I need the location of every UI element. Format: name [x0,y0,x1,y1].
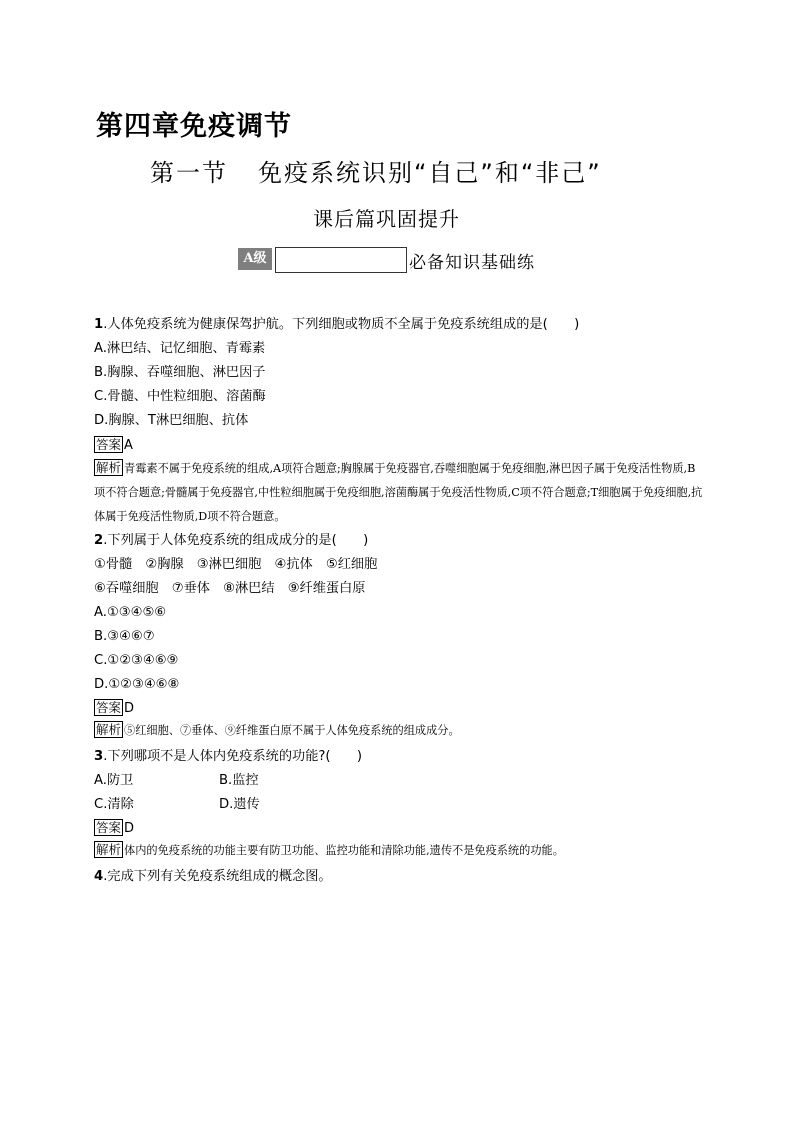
answer-tag: 答案 [96,437,122,452]
section-title [150,153,602,188]
analysis-tag: 解析 [96,722,122,737]
level-header [238,247,535,273]
analysis-tag: 解析 [96,842,122,857]
question-3-options-row-1: A.防卫 B.监控 [94,773,259,788]
question-3-answer: 答案 D [96,820,135,836]
question-1-analysis: 解析 青霉素不属于免疫系统的组成,A项符合题意;胸腺属于免疫器官,吞噬细胞属于免疫细胞,淋巴因子属于免疫活性物质,B项不符合题意;骨髓属于免疫器官,中性粒细胞属于免疫细胞,溶菌酶属于免疫活性物质,C项不符合题意;T细胞属于免疫细胞,抗体属于免疫活性物质,D项不符合题意。 [94,460,703,523]
question-3-stem: 3.下列哪项不是人体内免疫系统的功能?( ) [94,749,363,764]
question-2-items-line-1: ①骨髓 ②胸腺 ③淋巴细胞 ④抗体 ⑤红细胞 [94,557,378,572]
question-1-option-c: C.骨髓、中性粒细胞、溶菌酶 [94,389,266,404]
question-2-option-d: D.①②③④⑥⑧ [94,677,180,692]
section-number: 第一节 [150,159,228,187]
answer-tag: 答案 [96,700,122,715]
question-2-answer: 答案 D [96,700,135,716]
question-3-options-row-2: C.清除 D.遗传 [94,797,260,812]
question-1-option-d: D.胸腺、T淋巴细胞、抗体 [94,413,249,428]
question-1-option-b: B.胸腺、吞噬细胞、淋巴因子 [94,365,266,380]
question-2-items-line-2: ⑥吞噬细胞 ⑦垂体 ⑧淋巴结 ⑨纤维蛋白原 [94,581,366,596]
question-1-answer: 答案 A [96,437,133,453]
question-3-analysis: 解析 体内的免疫系统的功能主要有防卫功能、监控功能和清除功能,遗传不是免疫系统的功能。 [96,842,564,857]
level-blank-box [275,247,407,273]
question-2-analysis: 解析 ⑤红细胞、⑦垂体、⑨纤维蛋白原不属于人体免疫系统的组成成分。 [96,722,460,737]
analysis-tag: 解析 [96,460,122,475]
answer-tag: 答案 [96,820,122,835]
section-name: 免疫系统识别“自己”和“非己” [258,159,602,187]
question-1-option-a: A.淋巴结、记忆细胞、青霉素 [94,341,266,356]
question-2-option-b: B.③④⑥⑦ [94,629,155,644]
question-1-stem: 1.人体免疫系统为健康保驾护航。下列细胞或物质不全属于免疫系统组成的是( ) [94,317,580,332]
question-2-option-a: A.①③④⑤⑥ [94,605,167,620]
page-subtitle: 课后篇巩固提升 [313,207,460,231]
question-2-stem: 2.下列属于人体免疫系统的组成成分的是( ) [94,533,369,548]
question-4-stem: 4.完成下列有关免疫系统组成的概念图。 [94,869,332,884]
question-2-option-c: C.①②③④⑥⑨ [94,653,179,668]
level-badge: A级 [238,248,272,270]
level-label: 必备知识基础练 [409,253,535,273]
chapter-title: 第四章免疫调节 [96,111,292,142]
